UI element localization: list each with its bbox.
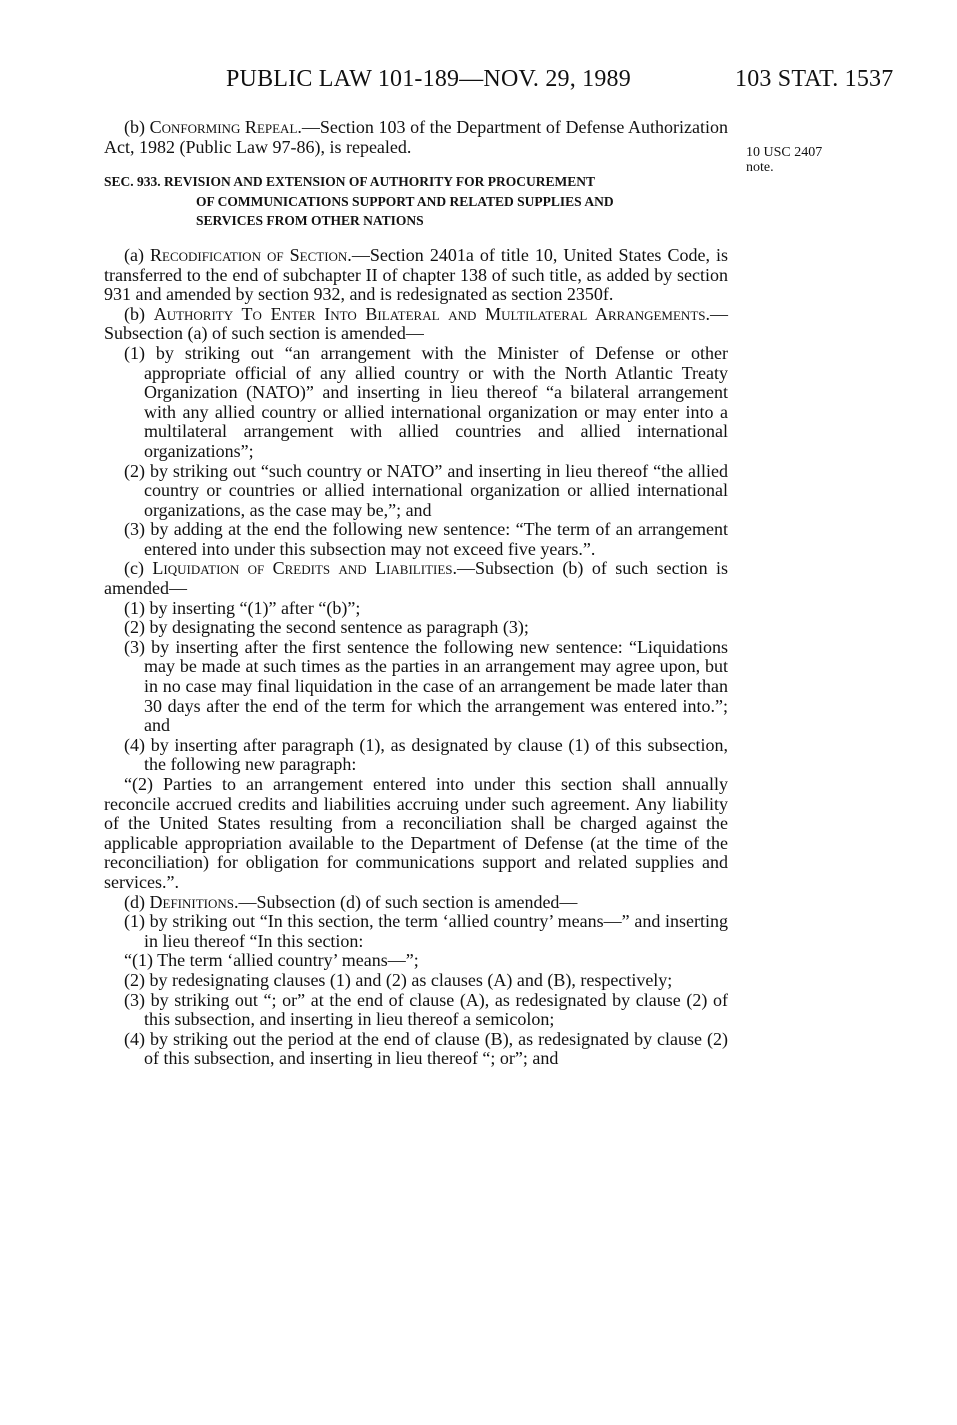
running-header-page-number: 103 STAT. 1537 [735, 66, 894, 92]
subsection-heading: Authority To Enter Into Bilateral and Multilateral Arrangements. [153, 303, 710, 324]
list-item: (4) by striking out the period at the end of clause (B), as redesignated by clause (2) of this subsection, and inserting in lieu thereof “; or”; and [124, 1028, 728, 1069]
subsection-text: —Subsection (d) of such section is amended— [238, 891, 578, 912]
list-item: (3) by inserting after the first sentence the following new sentence: “Liquidations may be made at such times as the parties in an arrangement may agree upon, but in no case may final liquidation in the case of an arrangement be made later than 30 days after the end of the term for which the arrangement was entered into.”; and [124, 636, 728, 736]
subsection-label: (d) [124, 891, 150, 912]
list-item: (4) by inserting after paragraph (1), as designated by clause (1) of this subsection, the following new paragraph: [124, 734, 728, 775]
subsection-d [104, 893, 728, 913]
list-item: (1) by striking out “In this section, the term ‘allied country’ means—” and inserting in lieu thereof “In this section: [124, 911, 728, 951]
subsection-text: —Subsection (a) of such section is amended— [104, 303, 728, 344]
list-item: (3) by striking out “; or” at the end of clause (A), as redesignated by clause (2) of this subsection, and inserting in lieu thereof a semicolon; [124, 989, 728, 1030]
subsection-c [104, 559, 728, 598]
subsection-heading: Recodification of Section. [150, 244, 352, 265]
section-number: SEC. 933. [104, 174, 161, 190]
section-heading [104, 172, 728, 231]
list-item: (2) by redesignating clauses (1) and (2) as clauses (A) and (B), respectively; [124, 969, 673, 990]
subsection-heading: Liquidation of Credits and Liabilities. [152, 558, 458, 579]
margin-citation-line-1: 10 USC 2407 [746, 145, 823, 160]
body-text-column [104, 118, 728, 1069]
section-title-line-1 [104, 172, 728, 192]
subsection-text: —Section 103 of the Department of Defense Authorization Act, 1982 (Public Law 97-86), is repealed. [104, 117, 728, 157]
quoted-paragraph: “(2) Parties to an arrangement entered into under this section shall annually reconcile accrued credits and liabilities accruing under such agreement. Any liability of the United States resulting from a reconciliation shall be charged against the applicable appropriation available to the Department of Defense (at the time of the reconciliation) for obligation for communications support and related supplies and services.”. [104, 774, 728, 892]
subsection-a [104, 246, 728, 305]
list-item: (3) by adding at the end the following new sentence: “The term of an arrangement entered into under this subsection may not exceed five years.”. [124, 519, 728, 559]
list-item: (2) by designating the second sentence as paragraph (3); [124, 617, 529, 638]
running-header-left: PUBLIC LAW 101-189—NOV. 29, 1989 [226, 66, 631, 92]
margin-citation-note [746, 145, 822, 175]
section-title-line-2: OF COMMUNICATIONS SUPPORT AND RELATED SUPPLIES AND [196, 193, 614, 209]
subsection-heading: Definitions. [149, 891, 239, 912]
list-item: (2) by striking out “such country or NATO” and inserting in lieu thereof “the allied country or countries or allied international organization or allied international organizations, as the case may be,”; and [124, 460, 728, 520]
list-item: (1) by inserting “(1)” after “(b)”; [124, 597, 361, 618]
list-item: (1) by striking out “an arrangement with the Minister of Defense or other appropriate official of any allied country or with the North Atlantic Treaty Organization (NATO)” and inserting in lieu thereof “a bilateral arrangement with any allied country or allied international organization or may enter into a multilateral arrangement with allied countries and allied international organizations”; [124, 342, 728, 461]
subsection-b-conforming-repeal [104, 118, 728, 157]
section-title-text-1: REVISION AND EXTENSION OF AUTHORITY FOR PROCUREMENT [164, 174, 596, 190]
subsection-text: —Section 2401a of title 10, United States Code, is transferred to the end of subchapter II of chapter 138 of such title, as added by section 931 and amended by section 932, and is redesignated as section 2350f. [104, 244, 728, 305]
subsection-label: (c) [124, 558, 153, 579]
list-item-quote: “(1) The term ‘allied country’ means—”; [124, 950, 419, 971]
subsection-b [104, 305, 728, 344]
subsection-label: (b) [124, 117, 150, 137]
subsection-text: —Subsection (b) of such section is amended— [104, 558, 729, 599]
subsection-label: (b) [124, 303, 154, 324]
section-title-line-3: SERVICES FROM OTHER NATIONS [196, 213, 424, 229]
subsection-label: (a) [124, 244, 151, 265]
margin-citation-line-2: note. [746, 160, 774, 175]
subsection-heading: Conforming Repeal. [149, 117, 302, 137]
